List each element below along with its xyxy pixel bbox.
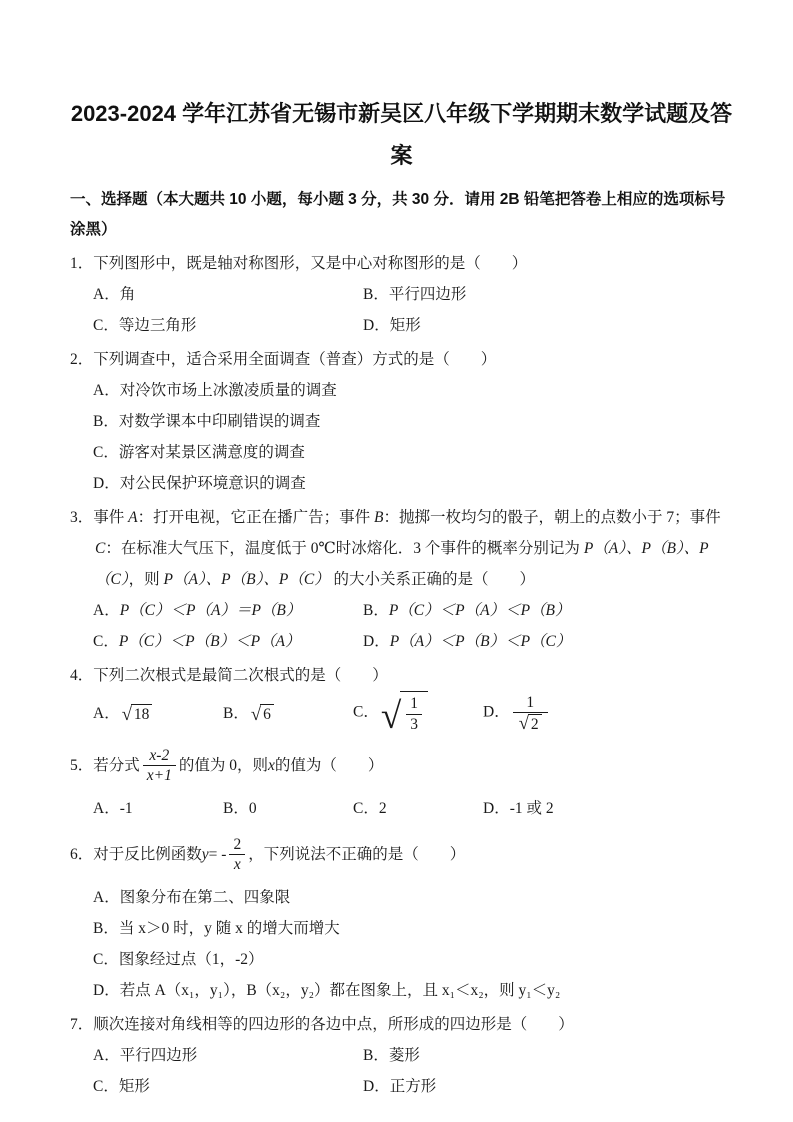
- question-1-options-row-1: [70, 279, 733, 310]
- section-1-header: 一、选择题（本大题共 10 小题，每小题 3 分，共 30 分．请用 2B 铅笔把答卷上相应的选项标号涂黑）: [70, 191, 726, 238]
- question-3-stem: [70, 502, 733, 595]
- question-2-stem: 2．下列调查中，适合采用全面调查（普查）方式的是（ ）: [70, 351, 497, 368]
- question-4-options-row: [70, 691, 733, 735]
- q3-option-d-label: D．: [363, 633, 390, 650]
- q4-option-a-radicand: 18: [131, 704, 153, 724]
- q4-option-d-label: D．: [483, 703, 510, 721]
- question-3-options-row-1: [70, 595, 733, 626]
- q4-option-b: [223, 698, 353, 729]
- q1-option-b: B．平行四边形: [363, 286, 467, 303]
- q3-option-b-math: P（C）＜P（A）＜P（B）: [388, 602, 571, 619]
- q2-option-c: C．游客对某景区满意度的调查: [93, 444, 305, 461]
- q5-numerator: x-2: [143, 745, 176, 766]
- question-4-stem: 4．下列二次根式是最简二次根式的是（ ）: [70, 667, 388, 684]
- q5-denominator: x+1: [146, 767, 172, 784]
- q3-option-b: [363, 595, 633, 626]
- document-title-line1: 2023-2024 学年江苏省无锡市新吴区八年级下学期期末数学试题及答: [70, 101, 733, 126]
- q3-stem-text: 的大小关系正确的是（ ）: [329, 571, 536, 588]
- q4-option-d: [483, 692, 613, 734]
- q6-denominator: x: [233, 856, 241, 873]
- q3-stem-text: ：抛掷一枚均匀的骰子，朝上的点数小于 7；事件: [383, 509, 721, 526]
- q4-option-a-label: A．: [93, 704, 120, 722]
- q3-var-c: C: [95, 540, 106, 557]
- q6-numerator: 2: [229, 834, 245, 855]
- q3-option-b-label: B．: [363, 602, 389, 619]
- q7-option-b: B．菱形: [363, 1047, 420, 1064]
- question-3-options-row-2: [70, 626, 733, 657]
- q3-stem-text: 3．事件: [70, 509, 129, 526]
- q6-var-y: y: [201, 845, 209, 863]
- question-1-stem: 1．下列图形中，既是轴对称图形，又是中心对称图形的是（ ）: [70, 255, 528, 272]
- q5-option-a: A．-1: [93, 800, 133, 817]
- q7-option-a: A．平行四边形: [93, 1047, 198, 1064]
- q4-option-c-radicand: [400, 691, 428, 735]
- question-3: [70, 502, 733, 657]
- q3-option-c: [93, 626, 363, 657]
- q3-option-c-label: C．: [93, 633, 119, 650]
- q3-prob-list: P（A）、P（B）、P（C）: [95, 540, 709, 588]
- q5-var-x: x: [268, 756, 275, 774]
- question-2: [70, 344, 733, 499]
- q3-prob-list: P（A）、P（B）、P（C）: [163, 571, 330, 588]
- question-6-stem: [70, 832, 733, 876]
- fraction: [513, 692, 548, 734]
- q1-option-d: D．矩形: [363, 317, 421, 334]
- question-5-options-row: [70, 793, 733, 824]
- question-6: [70, 832, 733, 1006]
- q4-option-c-numerator: 1: [406, 693, 422, 714]
- question-5: [70, 743, 733, 824]
- question-7-stem: 7．顺次连接对角线相等的四边形的各边中点，所形成的四边形是（ ）: [70, 1016, 574, 1033]
- radical-expression: [251, 704, 274, 724]
- question-7: [70, 1009, 733, 1102]
- question-7-options-row-1: [70, 1040, 733, 1071]
- question-7-options-row-2: [70, 1071, 733, 1102]
- q2-option-d: D．对公民保护环境意识的调查: [93, 475, 306, 492]
- q5-stem-text: 的值为 0，则: [178, 756, 268, 774]
- q4-option-a: [93, 698, 223, 729]
- q7-option-c: C．矩形: [93, 1078, 150, 1095]
- q6-option-d: D．若点 A（x₁，y₁），B（x₂，y₂）都在图象上，且 x₁＜x₂，则 y₁＜y₂: [93, 982, 561, 999]
- q3-stem-text: ：打开电视，它正在播广告；事件: [137, 509, 374, 526]
- question-1-options-row-2: [70, 310, 733, 341]
- q6-option-a: A．图象分布在第二、四象限: [93, 889, 291, 906]
- q3-option-d-math: P（A）＜P（B）＜P（C）: [389, 633, 572, 650]
- radical-sign: √: [518, 713, 529, 735]
- q5-option-d: D．-1 或 2: [483, 800, 554, 817]
- radical-expression: [381, 691, 428, 735]
- q6-option-b: B．当 x＞0 时，y 随 x 的增大而增大: [93, 920, 340, 937]
- q3-stem-text: ：在标准大气压下，温度低于 0℃时冰熔化．3 个事件的概率分别记为: [105, 540, 584, 557]
- q2-option-a: A．对冷饮市场上冰激凌质量的调查: [93, 382, 337, 399]
- fraction: [229, 834, 245, 875]
- q6-option-c: C．图象经过点（1，-2）: [93, 951, 264, 968]
- q6-equals-minus: = -: [208, 845, 227, 863]
- document-title-line2: 案: [390, 143, 413, 168]
- question-4: [70, 660, 733, 735]
- q5-option-b: B．0: [223, 800, 257, 817]
- q3-var-a: A: [128, 509, 138, 526]
- q4-option-d-denominator: [513, 713, 548, 734]
- q4-option-b-radicand: 6: [260, 704, 274, 724]
- q6-stem-text: 6．对于反比例函数: [70, 845, 202, 863]
- radical-sign: √: [121, 703, 132, 725]
- q3-stem-text: ，则: [128, 571, 164, 588]
- question-1: [70, 248, 733, 341]
- q5-stem-text: 5．若分式: [70, 756, 140, 774]
- q1-option-a: A．角: [93, 286, 136, 303]
- q3-option-a: [93, 595, 363, 626]
- q3-option-a-math: P（C）＜P（A）＝P（B）: [119, 602, 302, 619]
- q4-option-c-label: C．: [353, 703, 379, 721]
- q1-option-c: C．等边三角形: [93, 317, 197, 334]
- q3-option-c-math: P（C）＜P（B）＜P（A）: [118, 633, 301, 650]
- question-5-stem: [70, 743, 733, 787]
- q4-option-b-label: B．: [223, 704, 249, 722]
- fraction: [143, 745, 176, 786]
- radical-sign: √: [380, 695, 402, 737]
- q5-option-c: C．2: [353, 800, 387, 817]
- document-title: [70, 93, 733, 177]
- radical-expression: [519, 714, 542, 734]
- fraction: [406, 693, 422, 734]
- q3-var-b: B: [374, 509, 384, 526]
- radical-sign: √: [250, 703, 262, 725]
- q6-stem-text: ，下列说法不正确的是（ ）: [248, 845, 466, 863]
- q4-option-d-numerator: 1: [513, 692, 548, 713]
- q4-option-c-denominator: 3: [410, 715, 419, 733]
- q2-option-b: B．对数学课本中印刷错误的调查: [93, 413, 321, 430]
- q3-option-d: [363, 626, 633, 657]
- q7-option-d: D．正方形: [363, 1078, 437, 1095]
- q4-option-c: [353, 691, 483, 735]
- radical-expression: [122, 704, 153, 724]
- q3-option-a-label: A．: [93, 602, 120, 619]
- q4-option-d-radicand: 2: [528, 714, 542, 734]
- q5-stem-text: 的值为（ ）: [274, 756, 384, 774]
